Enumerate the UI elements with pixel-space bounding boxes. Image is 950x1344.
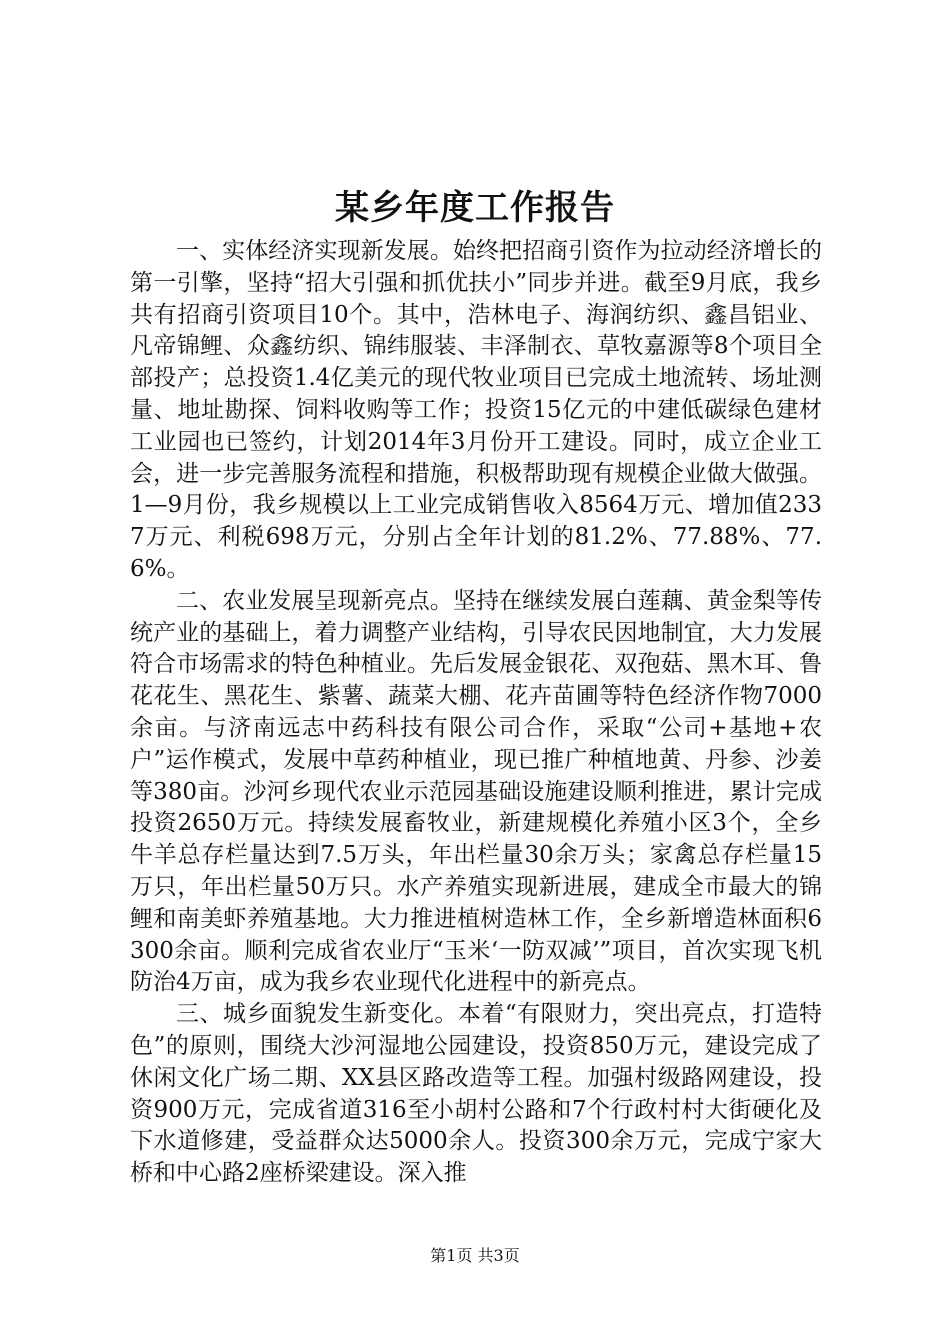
document-body: [130, 236, 822, 1190]
paragraph-agriculture: 二、农业发展呈现新亮点。坚持在继续发展白莲藕、黄金梨等传统产业的基础上，着力调整产业结构，引导农民因地制宜，大力发展符合市场需求的特色种植业。先后发展金银花、双孢菇、黑木耳、鲁花花生、黑花生、紫薯、蔬菜大棚、花卉苗圃等特色经济作物7000余亩。与济南远志中药科技有限公司合作，采取“公司+基地+农户”运作模式，发展中草药种植业，现已推广种植地黄、丹参、沙姜等380亩。沙河乡现代农业示范园基础设施建设顺利推进，累计完成投资2650万元。持续发展畜牧业，新建规模化养殖小区3个，全乡牛羊总存栏量达到7.5万头，年出栏量30余万头；家禽总存栏量15万只，年出栏量50万只。水产养殖实现新进展，建成全市最大的锦鲤和南美虾养殖基地。大力推进植树造林工作，全乡新增造林面积6300余亩。顺利完成省农业厅“玉米‘一防双减’”项目，首次实现飞机防治4万亩，成为我乡农业现代化进程中的新亮点。: [130, 587, 822, 996]
page-title: 某乡年度工作报告: [335, 188, 615, 228]
page-number: 第1页 共3页: [430, 1246, 520, 1265]
paragraph-urban-rural: 三、城乡面貌发生新变化。本着“有限财力，突出亮点，打造特色”的原则，围绕大沙河湿地公园建设，投资850万元，建设完成了休闲文化广场二期、XX县区路改造等工程。加强村级路网建设，投资900万元，完成省道316至小胡村公路和7个行政村村大街硬化及下水道修建，受益群众达5000余人。投资300余万元，完成宁家大桥和中心路2座桥梁建设。深入推: [130, 1001, 822, 1187]
paragraph-economy: 一、实体经济实现新发展。始终把招商引资作为拉动经济增长的第一引擎，坚持“招大引强和抓优扶小”同步并进。截至9月底，我乡共有招商引资项目10个。其中，浩林电子、海润纺织、鑫昌铝业、凡帝锦鲤、众鑫纺织、锦纬服装、丰泽制衣、草牧嘉源等8个项目全部投产；总投资1.4亿美元的现代牧业项目已完成土地流转、场址测量、地址勘探、饲料收购等工作；投资15亿元的中建低碳绿色建材工业园也已签约，计划2014年3月份开工建设。同时，成立企业工会，进一步完善服务流程和措施，积极帮助现有规模企业做大做强。1—9月份，我乡规模以上工业完成销售收入8564万元、增加值2337万元、利税698万元，分别占全年计划的81.2%、77.88%、77.6%。: [130, 238, 822, 582]
